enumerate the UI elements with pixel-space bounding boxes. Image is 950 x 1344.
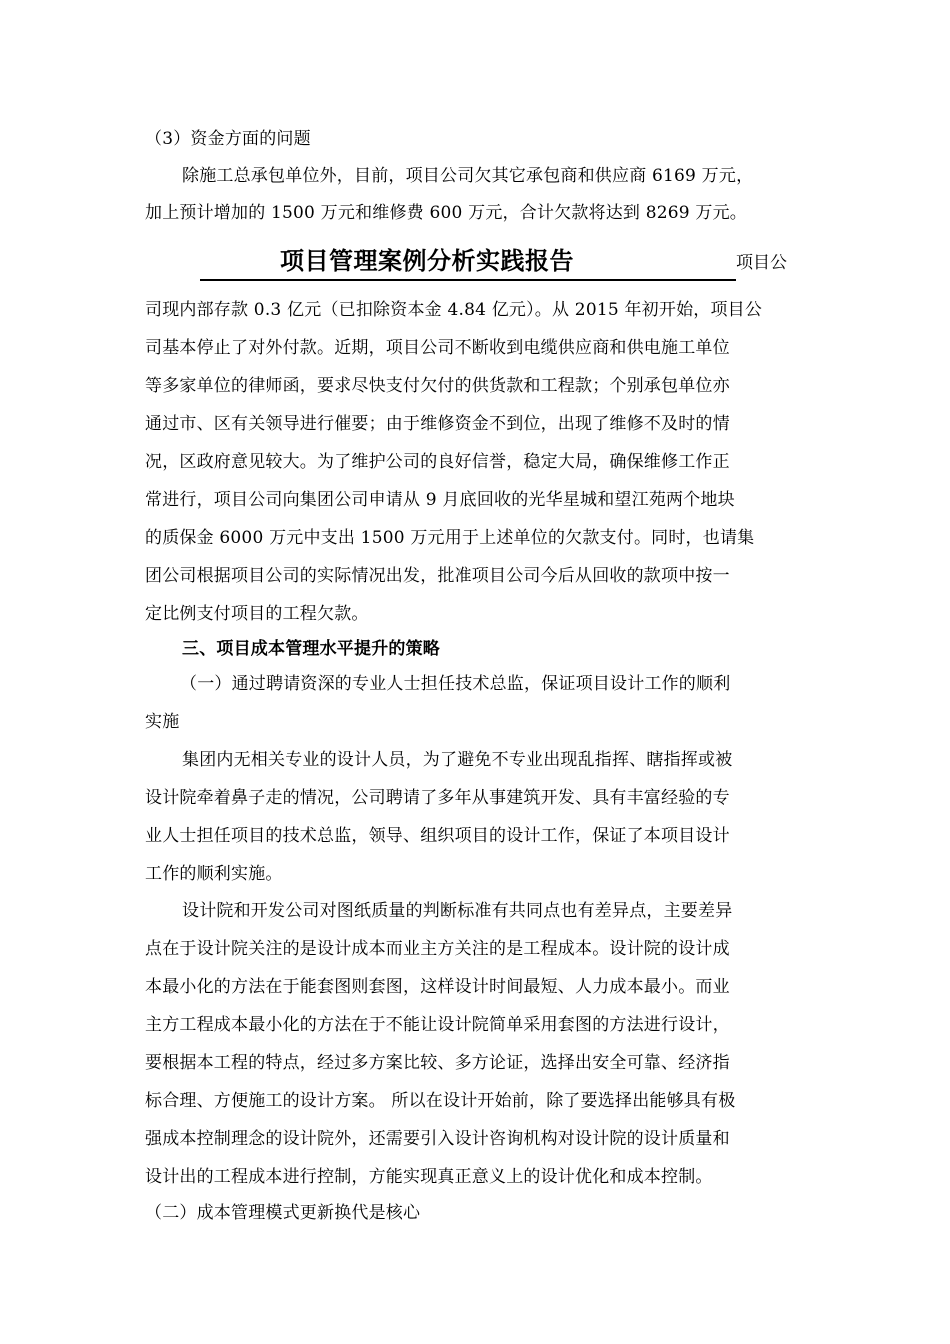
paragraph-line: 况，区政府意见较大。为了维护公司的良好信誉，稳定大局，确保维修工作正 — [145, 452, 730, 472]
document-title: 项目管理案例分析实践报告 — [280, 246, 574, 275]
paragraph-line: 司基本停止了对外付款。近期，项目公司不断收到电缆供应商和供电施工单位 — [145, 338, 730, 358]
paragraph-line: 常进行，项目公司向集团公司申请从 9 月底回收的光华星城和望江苑两个地块 — [145, 490, 735, 510]
paragraph-line: 加上预计增加的 1500 万元和维修费 600 万元，合计欠款将达到 8269 万元。 — [145, 203, 747, 223]
paragraph-line: 通过市、区有关领导进行催要；由于维修资金不到位，出现了维修不及时的情 — [145, 414, 730, 434]
paragraph-line: 项目公 — [736, 253, 787, 273]
paragraph-line: 业人士担任项目的技术总监，领导、组织项目的设计工作，保证了本项目设计 — [145, 826, 730, 846]
paragraph-line: 标合理、方便施工的设计方案。 所以在设计开始前，除了要选择出能够具有极 — [145, 1091, 736, 1111]
paragraph-line: 的质保金 6000 万元中支出 1500 万元用于上述单位的欠款支付。同时，也请集 — [145, 528, 755, 548]
paragraph-line: 等多家单位的律师函，要求尽快支付欠付的供货款和工程款；个别承包单位亦 — [145, 376, 730, 396]
paragraph-line: 工作的顺利实施。 — [145, 864, 283, 884]
paragraph-line: 设计出的工程成本进行控制，方能实现真正意义上的设计优化和成本控制。 — [145, 1167, 713, 1187]
paragraph-line: 设计院和开发公司对图纸质量的判断标准有共同点也有差异点，主要差异 — [182, 901, 733, 921]
paragraph-line: 司现内部存款 0.3 亿元（已扣除资本金 4.84 亿元）。从 2015 年初开始，项目公 — [145, 300, 763, 320]
paragraph-line: 集团内无相关专业的设计人员，为了避免不专业出现乱指挥、瞎指挥或被 — [182, 750, 733, 770]
paragraph-line: 要根据本工程的特点，经过多方案比较、多方论证，选择出安全可靠、经济指 — [145, 1053, 730, 1073]
subsection-heading: （二）成本管理模式更新换代是核心 — [145, 1203, 421, 1223]
subsection-heading-cont: 实施 — [145, 712, 180, 732]
subheading-funding-issues: （3）资金方面的问题 — [145, 129, 311, 149]
paragraph-line: 主方工程成本最小化的方法在于不能让设计院简单采用套图的方法进行设计， — [145, 1015, 730, 1035]
paragraph-line: 本最小化的方法在于能套图则套图，这样设计时间最短、人力成本最小。而业 — [145, 977, 730, 997]
paragraph-line: 强成本控制理念的设计院外，还需要引入设计咨询机构对设计院的设计质量和 — [145, 1129, 730, 1149]
title-underline — [200, 245, 736, 281]
paragraph-line: 团公司根据项目公司的实际情况出发，批准项目公司今后从回收的款项中按一 — [145, 566, 730, 586]
paragraph-line: 设计院牵着鼻子走的情况，公司聘请了多年从事建筑开发、具有丰富经验的专 — [145, 788, 730, 808]
paragraph-line: 定比例支付项目的工程欠款。 — [145, 604, 369, 624]
section-heading: 三、项目成本管理水平提升的策略 — [182, 639, 440, 659]
subsection-heading: （一）通过聘请资深的专业人士担任技术总监，保证项目设计工作的顺利 — [180, 674, 731, 694]
paragraph-line: 除施工总承包单位外，目前，项目公司欠其它承包商和供应商 6169 万元， — [182, 166, 754, 186]
paragraph-line: 点在于设计院关注的是设计成本而业主方关注的是工程成本。设计院的设计成 — [145, 939, 730, 959]
